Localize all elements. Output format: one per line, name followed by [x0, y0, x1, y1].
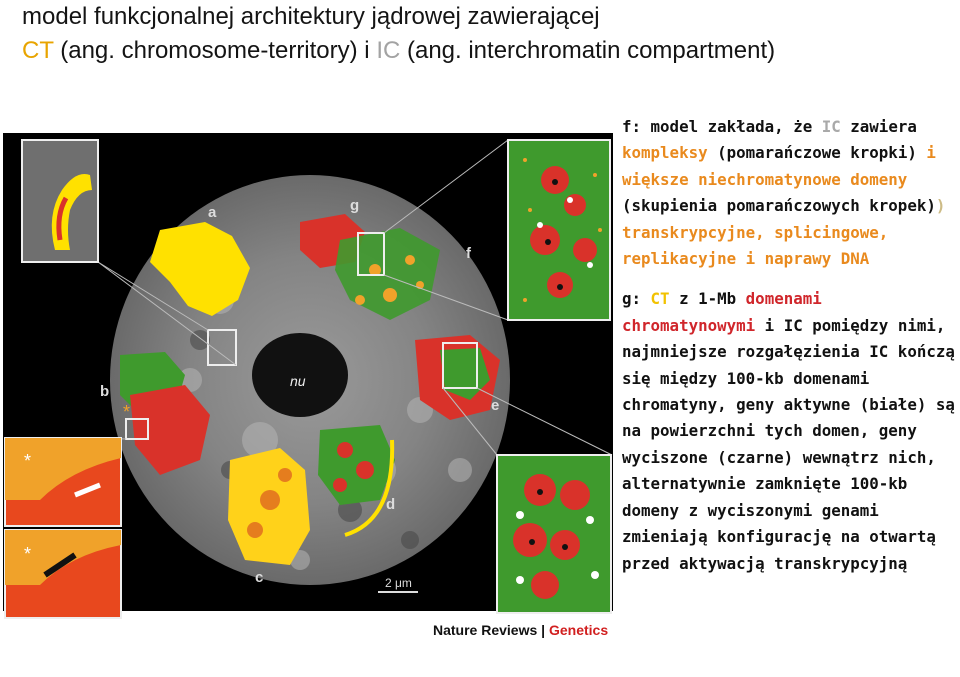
- desc-g-t2: i IC pomiędzy nimi, najmniejsze rozgałęzienia IC kończą się między 100-kb domenami chromatyny, geny aktywne (białe) są na powierzchni tych domen, geny wyciszone (czarne) wewnątrz nich, alternatywnie zamknięte 100-kb domeny z wyciszonymi genami zmieniają konfigurację na otwartą przed aktywacją transkrypcyjną: [622, 315, 955, 573]
- desc-g: [622, 286, 958, 576]
- source-name: Nature Reviews: [433, 622, 538, 638]
- slide-title: [22, 0, 952, 68]
- desc-f-t1: zawiera: [840, 117, 917, 136]
- title-part2: (ang. chromosome-territory) i: [53, 37, 377, 64]
- desc-f-paren: ): [935, 196, 946, 216]
- label-c: c: [255, 569, 264, 586]
- inset-b1-star: *: [24, 451, 32, 471]
- desc-g-lead: g:: [622, 289, 651, 309]
- title-part3: (ang. interchromatin compartment): [400, 37, 776, 64]
- label-g: g: [350, 197, 360, 214]
- label-nu: nu: [290, 373, 306, 389]
- desc-f-tail: transkrypcyjne, splicingowe, replikacyjne i naprawy DNA: [622, 222, 889, 269]
- scale-bar-label: 2 μm: [385, 576, 412, 590]
- label-f: f: [466, 245, 471, 262]
- label-d: d: [386, 496, 396, 513]
- label-e: e: [491, 397, 500, 414]
- desc-g-ct: CT: [650, 289, 670, 309]
- desc-f-kompleksy: kompleksy: [622, 143, 708, 163]
- label-b: b: [100, 383, 110, 400]
- label-star-b: *: [123, 402, 131, 422]
- title-part1: model funkcjonalnej architektury jądrowej zawierającej: [22, 3, 600, 30]
- inset-b2-star: *: [24, 544, 32, 564]
- desc-f-ic: IC: [821, 117, 841, 136]
- label-a: a: [208, 204, 217, 221]
- desc-f-wieksze: i większe niechromatynowe domeny: [622, 143, 936, 189]
- desc-f: [622, 114, 958, 272]
- description: [622, 114, 958, 577]
- desc-g-domenami: domenami chromatynowymi: [622, 289, 822, 335]
- source-journal: Genetics: [548, 622, 609, 638]
- source-separator: |: [537, 622, 549, 638]
- desc-f-t2: (pomarańczowe kropki): [707, 143, 927, 163]
- nucleus-figure: [0, 100, 620, 660]
- desc-g-t1: z 1-Mb: [669, 289, 746, 309]
- title-ic: IC: [376, 37, 401, 64]
- desc-f-t3: (skupienia pomarańczowych kropek): [622, 196, 936, 216]
- figure-source: [433, 622, 608, 638]
- title-ct: CT: [22, 37, 54, 64]
- desc-f-lead: f: model zakłada, że: [622, 117, 822, 136]
